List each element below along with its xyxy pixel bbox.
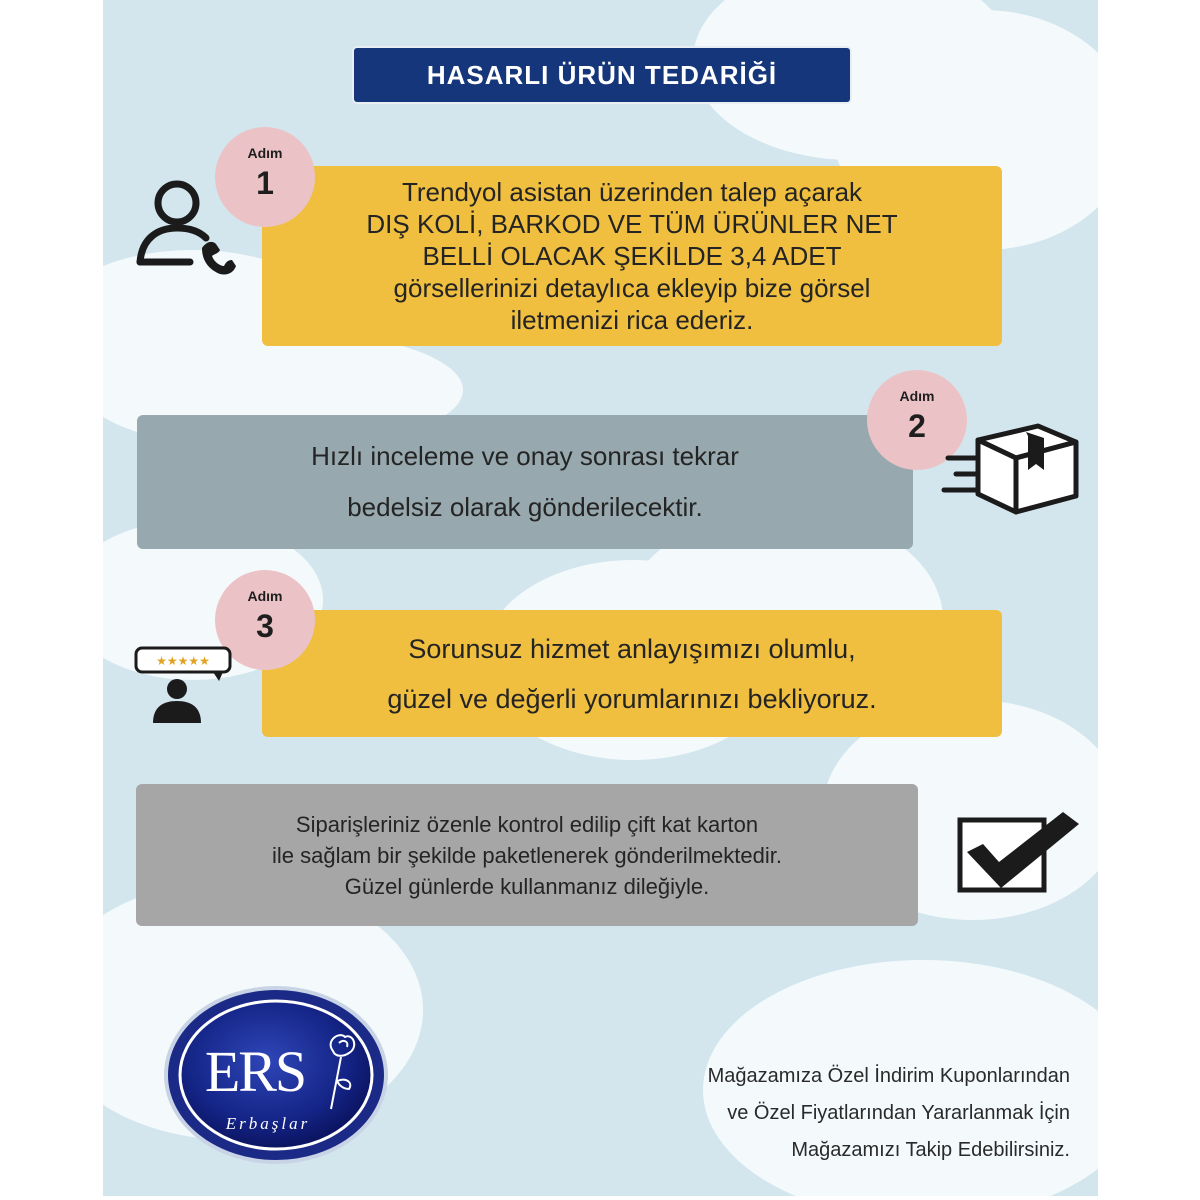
notice-box [136,784,918,926]
step-1-box [262,166,1002,346]
step-2-box [137,415,913,549]
logo-mark: ERS [204,1039,306,1104]
notice-text: Siparişleriniz özenle kontrol edilip çift kat karton ile sağlam bir şekilde paketlenerek gönderilmektedir. Güzel günlerde kullanmanız dileğiyle. [272,811,782,899]
checkbox-check-icon [953,808,1083,898]
step-3-box [262,610,1002,737]
logo-name: Erbaşlar [225,1114,311,1133]
step-3-number: 3 [256,608,274,644]
step-2-number: 2 [908,408,926,444]
step-3-text: Sorunsuz hizmet anlayışımızı olumlu, güzel ve değerli yorumlarınızı bekliyoruz. [387,633,877,714]
step-1-label: Adım [247,145,283,161]
user-phone-icon [132,178,242,278]
step-3-label: Adım [247,588,283,604]
step-2-text: Hızlı inceleme ve onay sonrası tekrar bedelsiz olarak gönderilecektir. [311,441,739,522]
step-1-number: 1 [256,165,274,201]
review-stars-icon [133,645,233,725]
delivery-box-icon [940,418,1085,518]
footer-text: Mağazamıza Özel İndirim Kuponlarından ve Özel Fiyatlarından Yararlanmak İçin Mağazamızı Takip Edebilirsiniz. [707,1065,1070,1161]
page-title: HASARLI ÜRÜN TEDARİĞİ [354,48,850,102]
ers-logo [163,985,389,1165]
step-1-text: Trendyol asistan üzerinden talep açarak DIŞ KOLİ, BARKOD VE TÜM ÜRÜNLER NET BELLİ OLACAK ŞEKİLDE 3,4 ADET görsellerinizi detaylıca ekleyip bize görsel iletmenizi rica ederiz. [366,177,898,335]
step-2-label: Adım [899,388,935,404]
svg-text:★★★★★: ★★★★★ [156,654,210,668]
